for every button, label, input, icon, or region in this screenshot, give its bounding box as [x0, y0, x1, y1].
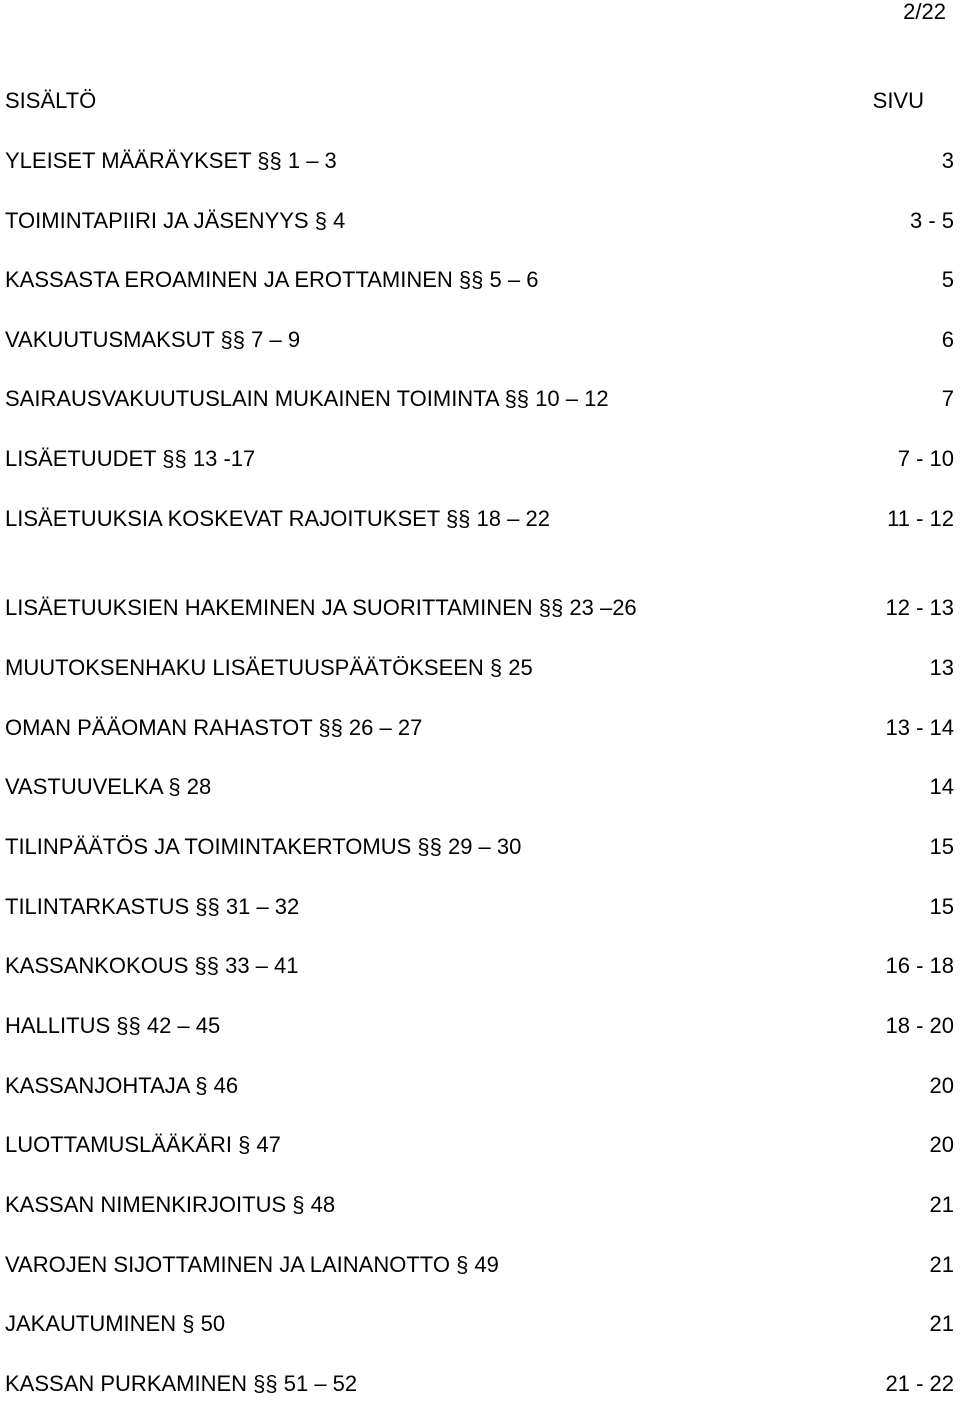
toc-entry-title: MUUTOKSENHAKU LISÄETUUSPÄÄTÖKSEEN § 25 — [5, 655, 533, 680]
toc-row — [5, 1130, 954, 1160]
toc-entry-title: VAKUUTUSMAKSUT §§ 7 – 9 — [5, 327, 301, 352]
toc-entry-pages: 15 — [929, 894, 954, 919]
toc-entry-pages: 21 - 22 — [885, 1371, 954, 1396]
toc-row — [5, 146, 954, 176]
toc-entry-pages: 3 - 5 — [909, 208, 954, 233]
toc-row — [5, 325, 954, 355]
toc-row — [5, 892, 954, 922]
toc-entry-pages: 3 — [941, 148, 954, 173]
toc-entry-pages: 6 — [941, 327, 954, 352]
toc-entry-title: VASTUUVELKA § 28 — [5, 774, 212, 799]
toc-entry-pages: 15 — [929, 834, 954, 859]
toc-row — [5, 653, 954, 683]
toc-row — [5, 444, 954, 474]
toc-entry-title: LISÄETUUDET §§ 13 -17 — [5, 446, 256, 471]
toc-entry-title: HALLITUS §§ 42 – 45 — [5, 1013, 221, 1038]
toc-row — [5, 206, 954, 236]
toc-entry-title: KASSANKOKOUS §§ 33 – 41 — [5, 953, 299, 978]
toc-entry-title: KASSAN PURKAMINEN §§ 51 – 52 — [5, 1371, 358, 1396]
toc-entry-title: YLEISET MÄÄRÄYKSET §§ 1 – 3 — [5, 148, 337, 173]
toc-entry-title: KASSAN NIMENKIRJOITUS § 48 — [5, 1192, 336, 1217]
toc-row — [5, 713, 954, 743]
toc-row — [5, 1071, 954, 1101]
toc-entry-pages: 13 — [929, 655, 954, 680]
toc-row — [5, 1369, 954, 1399]
toc-row — [5, 1011, 954, 1041]
toc-entry-title: OMAN PÄÄOMAN RAHASTOT §§ 26 – 27 — [5, 715, 423, 740]
toc-entry-pages: 13 - 14 — [885, 715, 954, 740]
toc-entry-pages: 14 — [929, 774, 954, 799]
toc-entry-pages: 20 — [929, 1073, 954, 1098]
toc-entry-pages: 16 - 18 — [885, 953, 954, 978]
toc-entry-pages: 5 — [941, 267, 954, 292]
toc-header-title: SISÄLTÖ — [5, 88, 97, 113]
toc-row — [5, 593, 954, 623]
toc-entry-title: LISÄETUUKSIA KOSKEVAT RAJOITUKSET §§ 18 – 22 — [5, 506, 550, 531]
toc-entry-pages: 21 — [929, 1252, 954, 1277]
toc-header-page-column: SIVU — [872, 88, 924, 113]
toc-entry-title: KASSASTA EROAMINEN JA EROTTAMINEN §§ 5 – 6 — [5, 267, 539, 292]
toc-row — [5, 265, 954, 295]
toc-entry-pages: 7 — [941, 386, 954, 411]
toc-entry-pages: 11 - 12 — [887, 506, 954, 531]
toc-row — [5, 384, 954, 414]
toc-row — [5, 1250, 954, 1280]
toc-row — [5, 504, 954, 534]
toc-row — [5, 951, 954, 981]
toc-entry-pages: 21 — [929, 1192, 954, 1217]
page-number: 2/22 — [903, 0, 946, 24]
toc-entry-title: JAKAUTUMINEN § 50 — [5, 1311, 226, 1336]
toc-entry-pages: 12 - 13 — [885, 595, 954, 620]
toc-entry-title: KASSANJOHTAJA § 46 — [5, 1073, 239, 1098]
toc-entry-pages: 7 - 10 — [897, 446, 954, 471]
toc-entry-title: TOIMINTAPIIRI JA JÄSENYYS § 4 — [5, 208, 346, 233]
toc-entry-title: SAIRAUSVAKUUTUSLAIN MUKAINEN TOIMINTA §§ 10 – 12 — [5, 386, 609, 411]
toc-entry-title: LISÄETUUKSIEN HAKEMINEN JA SUORITTAMINEN §§ 23 –26 — [5, 595, 637, 620]
toc-entry-title: TILINPÄÄTÖS JA TOIMINTAKERTOMUS §§ 29 – 30 — [5, 834, 522, 859]
toc-entry-pages: 20 — [929, 1132, 954, 1157]
toc-row — [5, 1309, 954, 1339]
toc-entry-title: TILINTARKASTUS §§ 31 – 32 — [5, 894, 300, 919]
toc-entry-title: LUOTTAMUSLÄÄKÄRI § 47 — [5, 1132, 281, 1157]
toc-entry-pages: 18 - 20 — [885, 1013, 954, 1038]
toc-row — [5, 772, 954, 802]
toc-entry-title: VAROJEN SIJOTTAMINEN JA LAINANOTTO § 49 — [5, 1252, 499, 1277]
toc-row — [5, 832, 954, 862]
toc-header — [5, 86, 924, 116]
toc-entry-pages: 21 — [929, 1311, 954, 1336]
toc-row — [5, 1190, 954, 1220]
